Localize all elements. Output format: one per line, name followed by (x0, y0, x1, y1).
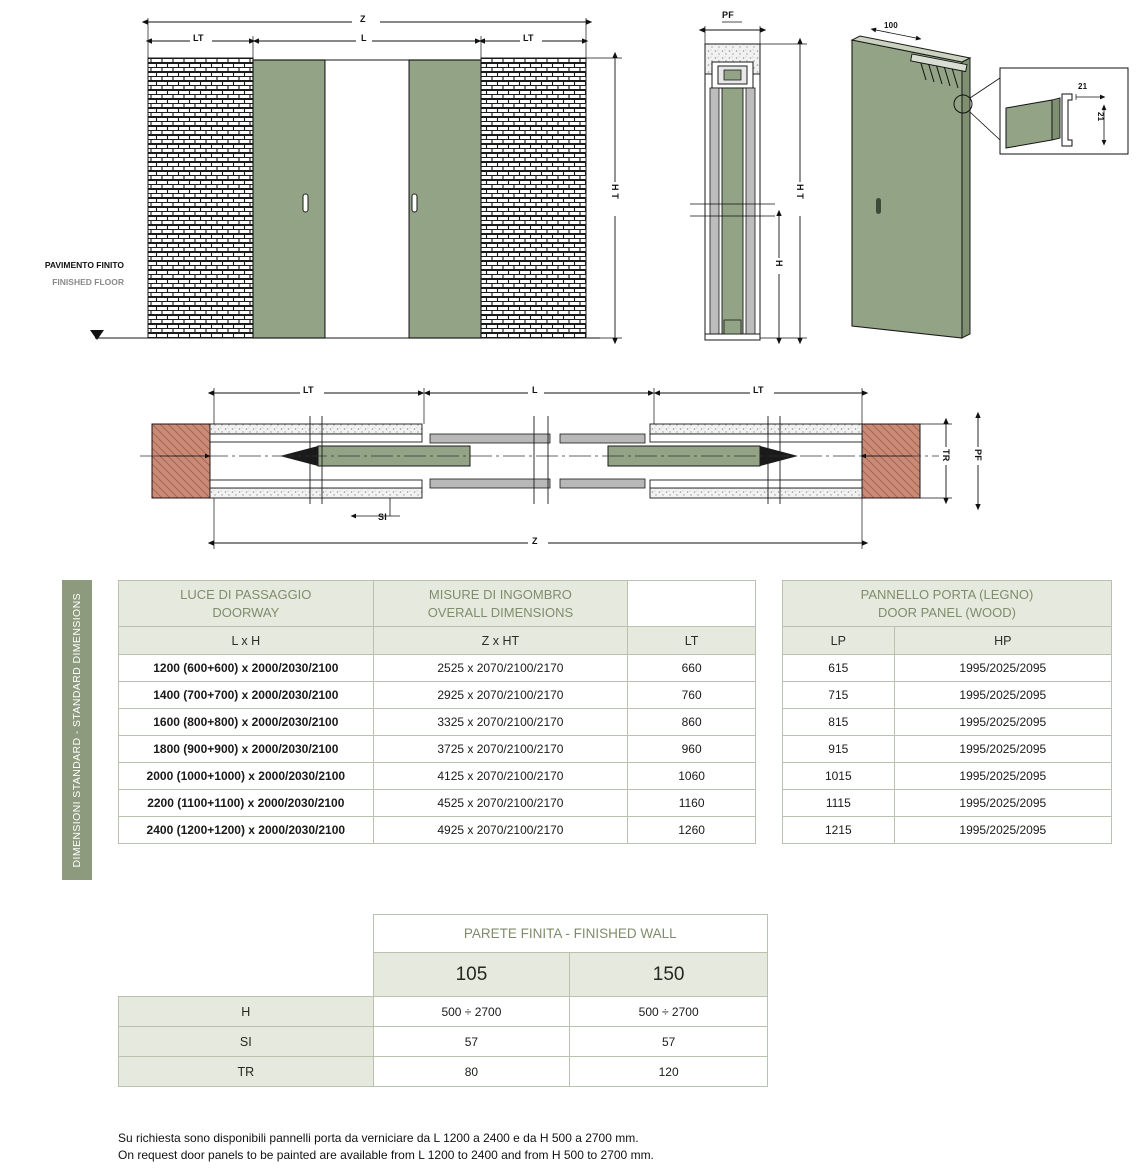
wall-row-label-tr: TR (119, 1057, 374, 1087)
cell-lxh: 1800 (900+900) x 2000/2030/2100 (119, 736, 374, 763)
cell-lp: 1015 (783, 763, 895, 790)
cell-lt: 660 (628, 655, 756, 682)
table-row (783, 736, 1112, 763)
footer-note-it: Su richiesta sono disponibili pannelli porta da verniciare da L 1200 a 2400 e da H 500 a 2700 mm. (118, 1131, 639, 1145)
table-row (783, 817, 1112, 844)
table-row (119, 763, 756, 790)
wall-cell-h-105: 500 ÷ 2700 (373, 997, 570, 1027)
cell-lxh: 2200 (1100+1100) x 2000/2030/2100 (119, 790, 374, 817)
table-row (119, 817, 756, 844)
cell-lp: 1115 (783, 790, 895, 817)
section-side-tab (62, 580, 92, 880)
dim-label-pf-section: PF (722, 10, 734, 20)
dim-label-21-top: 21 (1078, 82, 1088, 91)
dim-label-z-plan: Z (532, 536, 538, 546)
header-door-panel (783, 581, 1112, 627)
table-row (119, 1057, 768, 1087)
dim-label-lt-plan-right: LT (753, 385, 764, 395)
header-overall-it: MISURE DI INGOMBRO (428, 586, 572, 602)
cell-zxht: 3325 x 2070/2100/2170 (373, 709, 628, 736)
table-header-row (783, 581, 1112, 627)
cell-hp: 1995/2025/2095 (894, 763, 1111, 790)
cell-hp: 1995/2025/2095 (894, 817, 1111, 844)
cell-lt: 1060 (628, 763, 756, 790)
dim-label-pf-plan: PF (973, 449, 983, 461)
footer-note-en: On request door panels to be painted are available from L 1200 to 2400 and from H 500 to 2700 mm. (118, 1148, 654, 1163)
cell-hp: 1995/2025/2095 (894, 736, 1111, 763)
wall-cell-si-105: 57 (373, 1027, 570, 1057)
table-row (783, 763, 1112, 790)
dim-label-l: L (361, 33, 367, 43)
cell-zxht: 3725 x 2070/2100/2170 (373, 736, 628, 763)
header-doorway-en: DOORWAY (212, 604, 280, 620)
dim-label-ht-section: H T (795, 184, 805, 200)
header-lt-empty (628, 581, 756, 627)
subheader-lt: LT (628, 627, 756, 655)
header-overall-en: OVERALL DIMENSIONS (427, 604, 574, 620)
technical-drawings (0, 0, 1148, 570)
wall-cell-si-150: 57 (570, 1027, 768, 1057)
wall-spacer (119, 953, 374, 997)
wall-cell-tr-105: 80 (373, 1057, 570, 1087)
cell-lp: 915 (783, 736, 895, 763)
wall-spacer (119, 915, 374, 953)
cell-lxh: 2000 (1000+1000) x 2000/2030/2100 (119, 763, 374, 790)
table-subheader-row (783, 627, 1112, 655)
header-doorway-it: LUCE DI PASSAGGIO (180, 586, 312, 602)
door-panel-table (782, 580, 1112, 844)
table-header-row (119, 581, 756, 627)
cell-zxht: 4925 x 2070/2100/2170 (373, 817, 628, 844)
wall-title: PARETE FINITA - FINISHED WALL (373, 915, 767, 953)
finished-floor-note-en: FINISHED FLOOR (52, 276, 124, 287)
cell-lp: 1215 (783, 817, 895, 844)
cell-lp: 815 (783, 709, 895, 736)
table-row (119, 709, 756, 736)
cell-lxh: 2400 (1200+1200) x 2000/2030/2100 (119, 817, 374, 844)
cell-lp: 615 (783, 655, 895, 682)
table-row (783, 709, 1112, 736)
finished-floor-note (36, 260, 124, 287)
header-overall (373, 581, 628, 627)
table-row (119, 1027, 768, 1057)
subheader-zxht: Z x HT (373, 627, 628, 655)
cell-lxh: 1400 (700+700) x 2000/2030/2100 (119, 682, 374, 709)
wall-col-150: 150 (570, 953, 768, 997)
cell-lxh: 1600 (800+800) x 2000/2030/2100 (119, 709, 374, 736)
cell-lt: 760 (628, 682, 756, 709)
footer-notes (118, 1130, 654, 1165)
dim-label-h-section: H (774, 260, 784, 267)
wall-columns-row (119, 953, 768, 997)
cell-hp: 1995/2025/2095 (894, 655, 1111, 682)
table-row (119, 736, 756, 763)
table-row (783, 655, 1112, 682)
finished-wall-table (118, 914, 768, 1087)
subheader-lp: LP (783, 627, 895, 655)
cell-hp: 1995/2025/2095 (894, 709, 1111, 736)
dim-label-tr: TR (941, 449, 951, 462)
section-side-tab-label: DIMENSIONI STANDARD - STANDARD DIMENSIONS (71, 592, 83, 868)
table-row (783, 682, 1112, 709)
wall-row-label-h: H (119, 997, 374, 1027)
cell-lt: 960 (628, 736, 756, 763)
cell-zxht: 2525 x 2070/2100/2170 (373, 655, 628, 682)
header-door-panel-it: PANNELLO PORTA (LEGNO) (860, 586, 1034, 602)
wall-cell-h-150: 500 ÷ 2700 (570, 997, 768, 1027)
wall-cell-tr-150: 120 (570, 1057, 768, 1087)
header-door-panel-en: DOOR PANEL (WOOD) (878, 604, 1016, 620)
cell-zxht: 2925 x 2070/2100/2170 (373, 682, 628, 709)
cell-lp: 715 (783, 682, 895, 709)
header-doorway (119, 581, 374, 627)
table-row (119, 997, 768, 1027)
standard-dimensions-table (118, 580, 756, 844)
dim-label-lt-left: LT (193, 33, 204, 43)
wall-title-row (119, 915, 768, 953)
table-row (119, 682, 756, 709)
subheader-lxh: L x H (119, 627, 374, 655)
table-subheader-row (119, 627, 756, 655)
table-row (119, 790, 756, 817)
subheader-hp: HP (894, 627, 1111, 655)
dim-label-ht-elevation: H T (610, 184, 620, 200)
table-row (783, 790, 1112, 817)
cell-lt: 1160 (628, 790, 756, 817)
dim-label-z-elevation: Z (360, 14, 366, 24)
dim-label-lt-right: LT (523, 33, 534, 43)
cell-lt: 860 (628, 709, 756, 736)
dim-label-100-panel: 100 (884, 21, 898, 30)
dim-label-lt-plan-left: LT (303, 385, 314, 395)
table-row (119, 655, 756, 682)
cell-hp: 1995/2025/2095 (894, 790, 1111, 817)
wall-col-105: 105 (373, 953, 570, 997)
dim-label-l-plan: L (532, 385, 538, 395)
dim-label-21-side: 21 (1096, 112, 1105, 122)
wall-row-label-si: SI (119, 1027, 374, 1057)
cell-zxht: 4525 x 2070/2100/2170 (373, 790, 628, 817)
cell-hp: 1995/2025/2095 (894, 682, 1111, 709)
cell-lt: 1260 (628, 817, 756, 844)
finished-floor-note-it: PAVIMENTO FINITO (44, 260, 124, 270)
drawing-svg (0, 0, 1148, 570)
cell-lxh: 1200 (600+600) x 2000/2030/2100 (119, 655, 374, 682)
cell-zxht: 4125 x 2070/2100/2170 (373, 763, 628, 790)
dim-label-si: SI (378, 512, 387, 522)
